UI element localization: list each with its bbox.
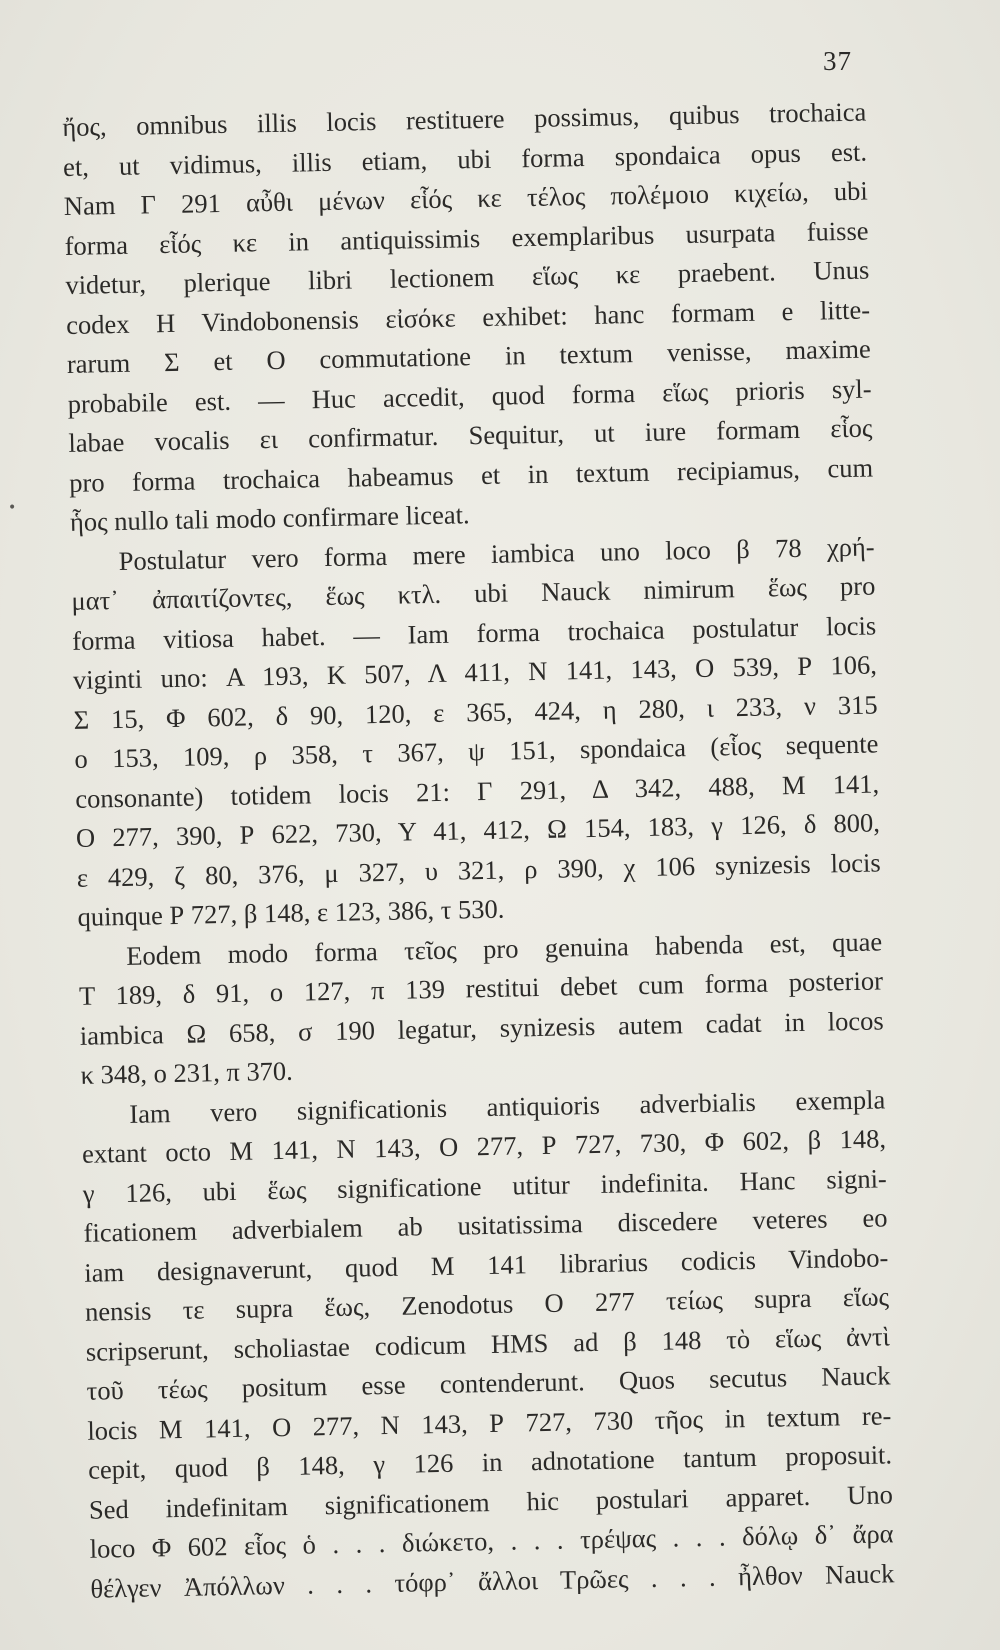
text-line: Eodem modo forma τεῖος pro genuina habenda est, quae (125, 925, 883, 971)
text-line: locis Μ 141, Ο 277, Ν 143, Ρ 727, 730 τῆος in textum re- (87, 1399, 892, 1446)
text-line: labae vocalis ει confirmatur. Sequitur, ut iure formam εἷος (68, 412, 873, 458)
text-line: pro forma trochaica habeamus et in textum recipiamus, cum (68, 451, 874, 498)
text-line: θέλγεν Ἀπόλλων . . . τόφρ᾽ ἄλλοι Τρῶες . . . ἦλθον Nauck (90, 1557, 895, 1604)
text-line: ματ᾽ ἀπαιτίζοντες, ἕως κτλ. ubi Nauck nimirum ἕως pro (71, 570, 876, 616)
text-line: loco Φ 602 εἷος ὁ . . . διώκετο, . . . τρέψας . . . δόλῳ δ᾽ ἄρα (89, 1518, 894, 1564)
text-line: forma εἷός κε in antiquissimis exemplaribus usurpata fuisse (64, 215, 869, 261)
text-line: rarum Σ et Ο commutatione in textum venisse, maxime (66, 333, 872, 379)
text-line: Postulatur vero forma mere iambica uno loco β 78 χρή- (118, 530, 875, 576)
margin-mark: • (8, 500, 17, 516)
text-line: ἤος, omnibus illis locis restituere possimus, quibus trochaica (62, 96, 867, 142)
text-line: Sed indefinitam significationem hic postulari apparet. Uno (88, 1478, 894, 1525)
text-line: scripserunt, scholiastae codicum HMS ad β 148 τὸ εἵως ἀντὶ (85, 1320, 891, 1367)
text-line: iambica Ω 658, σ 190 legatur, synizesis autem cadat in locos (79, 1004, 884, 1051)
text-line: τοῦ τέως positum esse contenderunt. Quos secutus Nauck (86, 1360, 891, 1406)
text-line: videtur, plerique libri lectionem εἵως κε praebent. Unus (65, 254, 870, 300)
text-line: codex H Vindobonensis εἰσόκε exhibet: hanc formam e litte- (65, 294, 871, 340)
text-line: cepit, quod β 148, γ 126 in adnotatione tantum proposuit. (87, 1439, 893, 1485)
text-line: forma vitiosa habet. — Iam forma trochaica postulatur locis (71, 609, 877, 656)
text-line: et, ut vidimus, illis etiam, ubi forma spondaica opus est. (62, 136, 868, 182)
text-line: nensis τε supra ἕως, Zenodotus Ο 277 τείως supra εἵως (84, 1281, 890, 1327)
text-line: viginti uno: Α 193, Κ 507, Λ 411, Ν 141, 143, Ο 539, Ρ 106, (72, 649, 878, 695)
text-line: Iam vero significationis antiquioris adverbialis exempla (129, 1083, 886, 1129)
text-line: κ 348, ο 231, π 370. (80, 1055, 294, 1090)
text-line: Nam Γ 291 αὖθι μένων εἷός κε τέλος πολέμοιο κιχείω, ubi (63, 175, 869, 221)
text-line: Σ 15, Φ 602, δ 90, 120, ε 365, 424, η 280, ι 233, ν 315 (73, 688, 878, 735)
page-number: 37 (823, 46, 852, 76)
text-line: Τ 189, δ 91, ο 127, π 139 restitui debet cum forma posterior (78, 965, 884, 1011)
text-line: ἧος nullo tali modo confirmare liceat. (69, 499, 470, 537)
text-line: ε 429, ζ 80, 376, μ 327, υ 321, ρ 390, χ 106 synizesis locis (76, 846, 881, 893)
text-line: Ο 277, 390, Ρ 622, 730, Υ 41, 412, Ω 154, 183, γ 126, δ 800, (75, 807, 881, 853)
text-line: extant octo Μ 141, Ν 143, Ο 277, Ρ 727, 730, Φ 602, β 148, (81, 1123, 887, 1169)
text-line: iam designaverunt, quod Μ 141 librarius codicis Vindobo- (84, 1241, 889, 1288)
text-line: probabile est. — Huc accedit, quod forma εἵως prioris syl- (67, 373, 872, 419)
text-line: quinque Ρ 727, β 148, ε 123, 386, τ 530. (77, 893, 505, 932)
text-line: ο 153, 109, ρ 358, τ 367, ψ 151, spondaica (εἷος sequente (74, 728, 879, 774)
text-line: ficationem adverbialem ab usitatissima discedere veteres eo (83, 1202, 888, 1248)
text-line: γ 126, ubi ἕως significatione utitur indefinita. Hanc signi- (82, 1162, 887, 1209)
text-line: consonante) totidem locis 21: Γ 291, Δ 342, 488, Μ 141, (74, 767, 880, 814)
body-text (62, 93, 895, 1609)
